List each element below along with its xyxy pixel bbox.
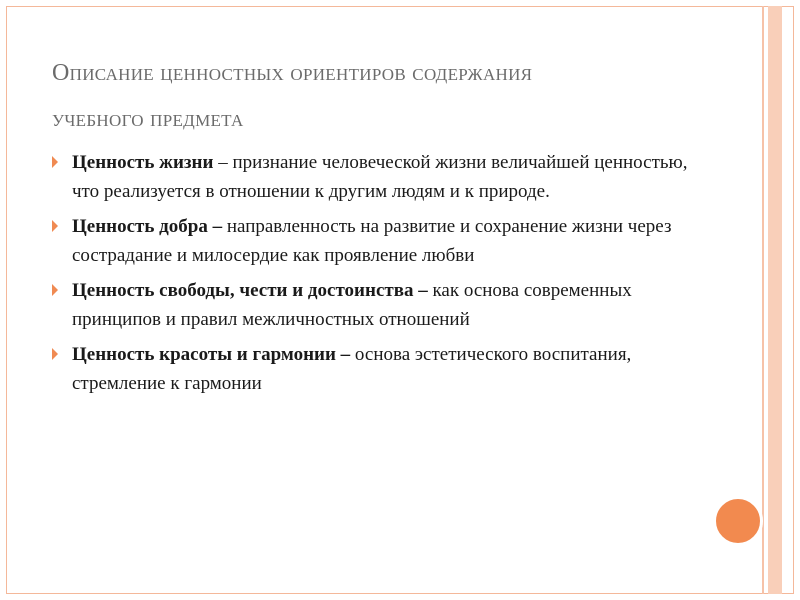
decor-circle: [713, 496, 763, 546]
side-decor-stripe: [768, 6, 782, 594]
title-line-1: Описание ценностных ориентиров содержания: [52, 60, 533, 86]
bullet-text: основа эстетического воспитания, стремление к гармонии: [72, 344, 632, 394]
frame-right-line: [793, 6, 794, 594]
bullet-item-good: [52, 212, 692, 270]
bullet-item-freedom: [52, 276, 692, 334]
bullet-text: как основа современных принципов и правил межличностных отношений: [72, 280, 632, 330]
slide-title: [52, 50, 712, 142]
bullet-term: Ценность жизни: [72, 152, 214, 173]
bullet-text: направленность на развитие и сохранение жизни через сострадание и милосердие как проявление любви: [72, 216, 672, 266]
bullet-term: Ценность добра –: [72, 216, 223, 237]
frame-bottom-line: [6, 593, 794, 594]
bullet-item-life: [52, 148, 692, 206]
bullet-text: – признание человеческой жизни величайшей ценностью, что реализуется в отношении к другим людям и к природе.: [72, 152, 688, 202]
bullet-list: [52, 148, 692, 404]
side-decor-line: [762, 6, 764, 594]
bullet-arrow-icon: [52, 156, 58, 168]
frame-left-line: [6, 6, 7, 594]
bullet-arrow-icon: [52, 348, 58, 360]
frame-top-line: [6, 6, 794, 7]
bullet-item-beauty: [52, 340, 692, 398]
bullet-term: Ценность свободы, чести и достоинства –: [72, 280, 428, 301]
bullet-arrow-icon: [52, 220, 58, 232]
bullet-arrow-icon: [52, 284, 58, 296]
bullet-term: Ценность красоты и гармонии –: [72, 344, 351, 365]
title-line-2: учебного предмета: [52, 106, 244, 132]
